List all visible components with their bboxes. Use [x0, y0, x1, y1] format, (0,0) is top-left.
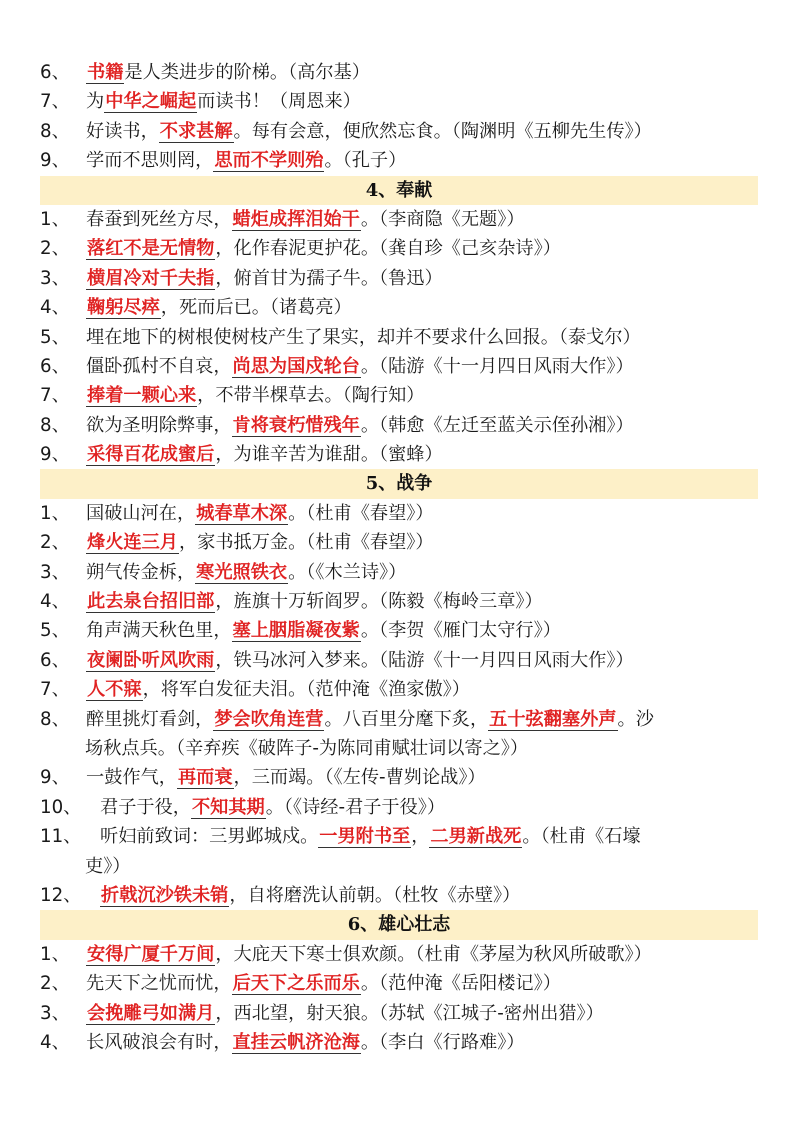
item-number: 3、: [40, 1002, 70, 1024]
quote-text: 僵卧孤村不自哀，: [86, 355, 232, 377]
highlighted-answer: 落红不是无情物: [87, 238, 215, 260]
quote-text: 角声满天秋色里，: [86, 620, 232, 642]
quote-line: [0, 264, 800, 293]
item-number: 1、: [40, 208, 70, 230]
quote-text: 是人类进步的阶梯。（高尔基）: [124, 62, 370, 83]
highlighted-answer: 安得广厦千万间: [87, 943, 215, 965]
quote-text: ，大庇天下寒士俱欢颜。（杜甫《茅屋为秋风所破歌》）: [215, 943, 652, 965]
quote-text: 。（《诗经-君子于役》）: [265, 796, 446, 818]
highlighted-answer: 一男附书至: [319, 826, 411, 848]
quote-text: ，将军白发征夫泪。（范仲淹《渔家傲》）: [142, 679, 470, 701]
quote-line: [0, 587, 800, 616]
item-number: 5、: [40, 620, 70, 642]
quote-text: 。每有会意，便欣然忘食。（陶渊明《五柳先生传》）: [233, 120, 652, 142]
quote-text: 好读书，: [86, 120, 159, 142]
quote-text: 。八百里分麾下炙，: [324, 708, 489, 730]
quote-line: [0, 940, 800, 969]
quote-text: ，: [411, 826, 430, 848]
quote-line: [0, 881, 800, 910]
quote-text: 朔气传金柝，: [86, 561, 196, 583]
item-number: 2、: [40, 973, 70, 995]
quote-line: [0, 558, 800, 587]
quote-text: 。（《木兰诗》）: [288, 561, 407, 583]
quote-line: [0, 999, 800, 1028]
highlighted-answer: 中华之崛起: [105, 91, 197, 113]
item-number: 9、: [40, 444, 70, 466]
quote-text: ，西北望，射天狼。（苏轼《江城子-密州出猎》）: [215, 1002, 604, 1024]
quote-text: ，自将磨洗认前朝。（杜牧《赤壁》）: [229, 884, 521, 906]
item-number: 4、: [40, 1031, 70, 1053]
highlighted-answer: 人不寐: [87, 679, 142, 701]
highlighted-answer: 此去泉台招旧部: [87, 591, 215, 613]
highlighted-answer: 不求甚解: [159, 120, 233, 142]
quote-line: [0, 616, 800, 645]
quote-line: [0, 1028, 800, 1057]
highlighted-answer: 夜阑卧听风吹雨: [87, 649, 215, 671]
quote-text: ，三而竭。（《左传-曹刿论战》）: [233, 767, 486, 789]
quote-text: ，铁马冰河入梦来。（陆游《十一月四日风雨大作》）: [215, 649, 634, 671]
quote-text: 学而不思则罔，: [86, 150, 214, 172]
highlighted-answer: 五十弦翻塞外声: [489, 708, 617, 730]
quote-line: [0, 763, 800, 792]
quote-text: 而读书！（周恩来）: [197, 91, 361, 113]
quote-text: 。（李商隐《无题》）: [360, 208, 525, 230]
quote-line: [0, 705, 800, 734]
item-number: 2、: [40, 532, 70, 554]
quote-line: [0, 499, 800, 528]
quote-text: ，旌旗十万斩阎罗。（陈毅《梅岭三章》）: [215, 591, 543, 613]
quote-text: ，死而后已。（诸葛亮）: [160, 297, 352, 319]
quote-line: [0, 793, 800, 822]
item-number: 12、: [40, 884, 82, 906]
quote-text: ，不带半棵草去。（陶行知）: [197, 385, 425, 407]
quote-line: [0, 234, 800, 263]
item-number: 2、: [40, 238, 70, 260]
quote-text: 。（李白《行路难》）: [360, 1031, 525, 1053]
quote-text: 欲为圣明除弊事，: [86, 414, 232, 436]
highlighted-answer: 梦会吹角连营: [214, 708, 324, 730]
highlighted-answer: 再而衰: [177, 767, 233, 789]
quote-text: 场秋点兵。（辛弃疾《破阵子-为陈同甫赋壮词以寄之》）: [85, 737, 529, 759]
quote-text: 国破山河在，: [86, 502, 196, 524]
item-number: 7、: [40, 679, 70, 701]
highlighted-answer: 后天下之乐而乐: [232, 973, 360, 995]
item-number: 5、: [40, 326, 70, 348]
highlighted-answer: 不知其期: [191, 796, 265, 818]
quote-line: [0, 117, 800, 146]
quote-line: [0, 440, 800, 469]
quote-text: ，家书抵万金。（杜甫《春望》）: [178, 532, 434, 554]
quote-text: 长风破浪会有时，: [86, 1031, 232, 1053]
quote-text: 君子于役，: [100, 796, 191, 818]
item-number: 6、: [40, 62, 70, 83]
highlighted-answer: 蜡炬成挥泪始干: [232, 208, 360, 230]
quote-line: [0, 675, 800, 704]
document-body: [0, 58, 800, 1057]
item-number: 1、: [40, 943, 70, 965]
quote-text: 吏》）: [85, 855, 131, 877]
quote-line: [0, 58, 800, 87]
highlighted-answer: 塞上胭脂凝夜紫: [232, 620, 360, 642]
item-number: 4、: [40, 591, 70, 613]
highlighted-answer: 捧着一颗心来: [87, 385, 197, 407]
item-number: 1、: [40, 502, 70, 524]
highlighted-answer: 会挽雕弓如满月: [87, 1002, 215, 1024]
item-number: 6、: [40, 649, 70, 671]
quote-text: 一鼓作气，: [86, 767, 177, 789]
section-heading: 5、战争: [40, 469, 758, 498]
quote-line: [0, 323, 800, 352]
quote-line: [0, 293, 800, 322]
item-number: 9、: [40, 767, 70, 789]
quote-text: 。（孔子）: [324, 150, 407, 172]
item-number: 3、: [40, 267, 70, 289]
quote-text: 醉里挑灯看剑，: [86, 708, 214, 730]
quote-text: ，化作春泥更护花。（龚自珍《己亥杂诗》）: [215, 238, 561, 260]
quote-text: 。（韩愈《左迁至蓝关示侄孙湘》）: [360, 414, 634, 436]
item-number: 8、: [40, 120, 70, 142]
quote-text: 。（李贺《雁门太守行》）: [360, 620, 561, 642]
quote-text: 为: [86, 91, 105, 113]
section-heading: 4、奉献: [40, 176, 758, 205]
highlighted-answer: 烽火连三月: [87, 532, 178, 554]
quote-text: 。（范仲淹《岳阳楼记》）: [360, 973, 561, 995]
highlighted-answer: 肯将衰朽惜残年: [232, 414, 360, 436]
item-number: 6、: [40, 355, 70, 377]
quote-continuation: [0, 734, 800, 763]
item-number: 8、: [40, 708, 70, 730]
quote-text: 。沙: [617, 708, 654, 730]
item-number: 11、: [40, 826, 82, 848]
quote-line: [0, 646, 800, 675]
quote-text: 春蚕到死丝方尽，: [86, 208, 232, 230]
quote-line: [0, 381, 800, 410]
highlighted-answer: 思而不学则殆: [214, 150, 324, 172]
quote-line: [0, 352, 800, 381]
item-number: 8、: [40, 414, 70, 436]
item-number: 3、: [40, 561, 70, 583]
quote-line: [0, 146, 800, 175]
quote-text: 。（杜甫《春望》）: [288, 502, 434, 524]
quote-line: [0, 969, 800, 998]
item-number: 7、: [40, 385, 70, 407]
highlighted-answer: 二男新战死: [430, 826, 522, 848]
quote-line: [0, 411, 800, 440]
quote-text: ，为谁辛苦为谁甜。（蜜蜂）: [215, 444, 443, 466]
quote-text: 先天下之忧而忧，: [86, 973, 232, 995]
highlighted-answer: 鞠躬尽瘁: [87, 297, 160, 319]
highlighted-answer: 城春草木深: [196, 502, 288, 524]
highlighted-answer: 采得百花成蜜后: [87, 444, 215, 466]
quote-line: [0, 87, 800, 116]
highlighted-answer: 直挂云帆济沧海: [232, 1031, 360, 1053]
highlighted-answer: 寒光照铁衣: [196, 561, 288, 583]
highlighted-answer: 书籍: [87, 62, 124, 83]
item-number: 7、: [40, 91, 70, 113]
highlighted-answer: 尚思为国戍轮台: [232, 355, 360, 377]
item-number: 4、: [40, 297, 70, 319]
item-number: 9、: [40, 150, 70, 172]
quote-line: [0, 528, 800, 557]
highlighted-answer: 折戟沉沙铁未销: [101, 884, 229, 906]
item-number: 10、: [40, 796, 82, 818]
quote-text: 。（杜甫《石壕: [522, 826, 641, 848]
quote-text: ，俯首甘为孺子牛。（鲁迅）: [215, 267, 443, 289]
quote-text: 听妇前致词：三男邺城戍。: [100, 826, 319, 848]
quote-text: 。（陆游《十一月四日风雨大作》）: [360, 355, 634, 377]
section-heading: 6、雄心壮志: [40, 910, 758, 939]
quote-text: 埋在地下的树根使树枝产生了果实，却并不要求什么回报。（泰戈尔）: [86, 326, 641, 348]
quote-continuation: [0, 852, 800, 881]
highlighted-answer: 横眉冷对千夫指: [87, 267, 215, 289]
quote-line: [0, 822, 800, 851]
quote-line: [0, 205, 800, 234]
